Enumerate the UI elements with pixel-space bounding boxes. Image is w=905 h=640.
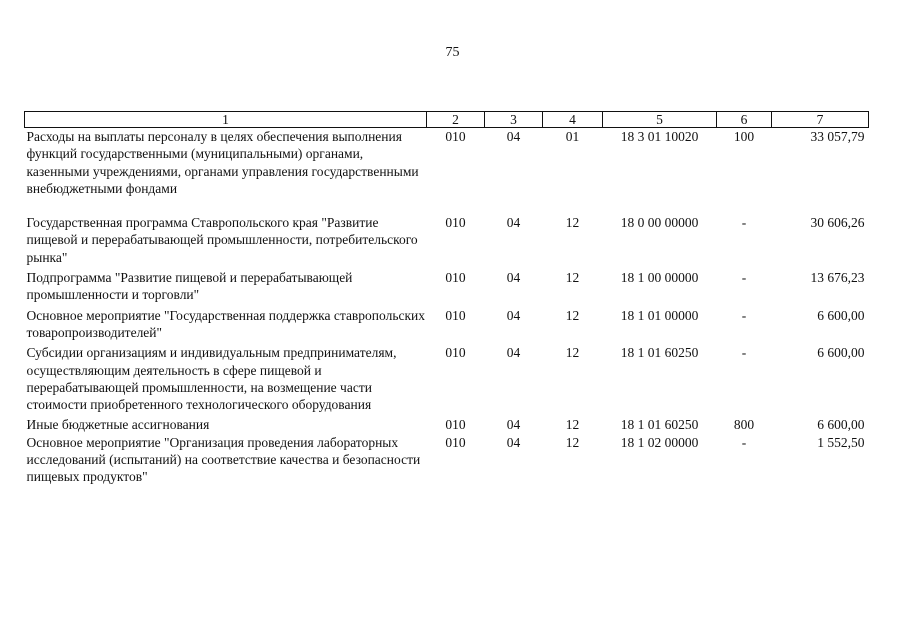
table-row xyxy=(25,128,869,215)
row-code-2: 010 xyxy=(445,270,466,286)
row-amount: 6 600,00 xyxy=(817,417,865,433)
header-col-3: 3 xyxy=(485,112,543,128)
row-code-5: 18 1 02 00000 xyxy=(620,434,699,450)
row-code-3: 04 xyxy=(506,307,521,323)
row-code-5: 18 3 01 10020 xyxy=(620,129,699,144)
table-row xyxy=(25,416,869,433)
row-code-3: 04 xyxy=(506,270,521,286)
page-number: 75 xyxy=(445,45,460,60)
row-code-3: 04 xyxy=(506,215,521,231)
row-name: Расходы на выплаты персоналу в целях обеспечения выполнения функций государственными (муниципальными) органами, казенными учреждениями, органами управления государственными внебюджетными фондами xyxy=(26,129,419,196)
table-row xyxy=(25,214,869,269)
row-code-3: 04 xyxy=(506,345,521,361)
header-col-4: 4 xyxy=(543,112,603,128)
header-col-6: 6 xyxy=(717,112,772,128)
row-amount: 33 057,79 xyxy=(810,129,865,144)
row-name: Субсидии организациям и индивидуальным предпринимателям, осуществляющим деятельность в сфере пищевой и перерабатывающей промышленности, на возмещение части стоимости приобретенного технологического оборудования xyxy=(26,345,397,413)
budget-table xyxy=(24,111,869,486)
row-code-5: 18 1 01 60250 xyxy=(620,345,699,361)
table-row xyxy=(25,434,869,486)
row-name: Подпрограмма "Развитие пищевой и перерабатывающей промышленности и торговли" xyxy=(26,270,353,303)
row-name: Основное мероприятие "Государственная поддержка ставропольских товаропроизводителей" xyxy=(26,307,426,340)
row-code-4: 12 xyxy=(565,417,580,433)
row-code-2: 010 xyxy=(445,215,466,231)
row-code-5: 18 1 00 00000 xyxy=(620,270,699,286)
row-amount: 30 606,26 xyxy=(810,215,865,231)
row-code-4: 12 xyxy=(565,215,580,231)
row-code-6: - xyxy=(741,307,747,323)
row-name: Иные бюджетные ассигнования xyxy=(26,417,210,433)
table-row xyxy=(25,307,869,345)
row-code-3: 04 xyxy=(506,434,521,450)
header-col-7: 7 xyxy=(772,112,869,128)
row-name: Государственная программа Ставропольского края "Развитие пищевой и перерабатывающей промышленности, потребительского рынка" xyxy=(26,215,418,265)
row-code-6: - xyxy=(741,434,747,450)
row-code-6: - xyxy=(741,270,747,286)
row-code-4: 12 xyxy=(565,345,580,361)
row-code-5: 18 1 01 60250 xyxy=(620,417,699,433)
row-code-4: 12 xyxy=(565,434,580,450)
row-code-4: 12 xyxy=(565,307,580,323)
header-col-1: 1 xyxy=(25,112,427,128)
row-code-6: 100 xyxy=(733,129,755,144)
row-code-2: 010 xyxy=(445,129,466,144)
table-header xyxy=(25,112,869,128)
row-code-2: 010 xyxy=(445,417,466,433)
header-col-2: 2 xyxy=(427,112,485,128)
row-code-2: 010 xyxy=(445,307,466,323)
header-col-5: 5 xyxy=(603,112,717,128)
row-code-6: - xyxy=(741,345,747,361)
header-row xyxy=(25,112,869,128)
row-amount: 6 600,00 xyxy=(817,345,865,361)
table-row xyxy=(25,269,869,307)
row-amount: 6 600,00 xyxy=(817,307,865,323)
row-code-3: 04 xyxy=(506,417,521,433)
row-name: Основное мероприятие "Организация проведения лабораторных исследований (испытаний) на соответствие качества и безопасности пищевых продуктов" xyxy=(26,434,421,485)
row-code-2: 010 xyxy=(445,434,466,450)
row-code-5: 18 1 01 00000 xyxy=(620,307,699,323)
row-code-6: - xyxy=(741,215,747,231)
table-body xyxy=(25,128,869,486)
row-code-4: 12 xyxy=(565,270,580,286)
row-code-6: 800 xyxy=(733,417,755,433)
row-amount: 13 676,23 xyxy=(810,270,865,286)
row-code-4: 01 xyxy=(565,129,580,144)
row-amount: 1 552,50 xyxy=(817,434,865,450)
row-code-3: 04 xyxy=(506,129,521,144)
row-code-2: 010 xyxy=(445,345,466,361)
table-row xyxy=(25,344,869,416)
row-code-5: 18 0 00 00000 xyxy=(620,215,699,231)
